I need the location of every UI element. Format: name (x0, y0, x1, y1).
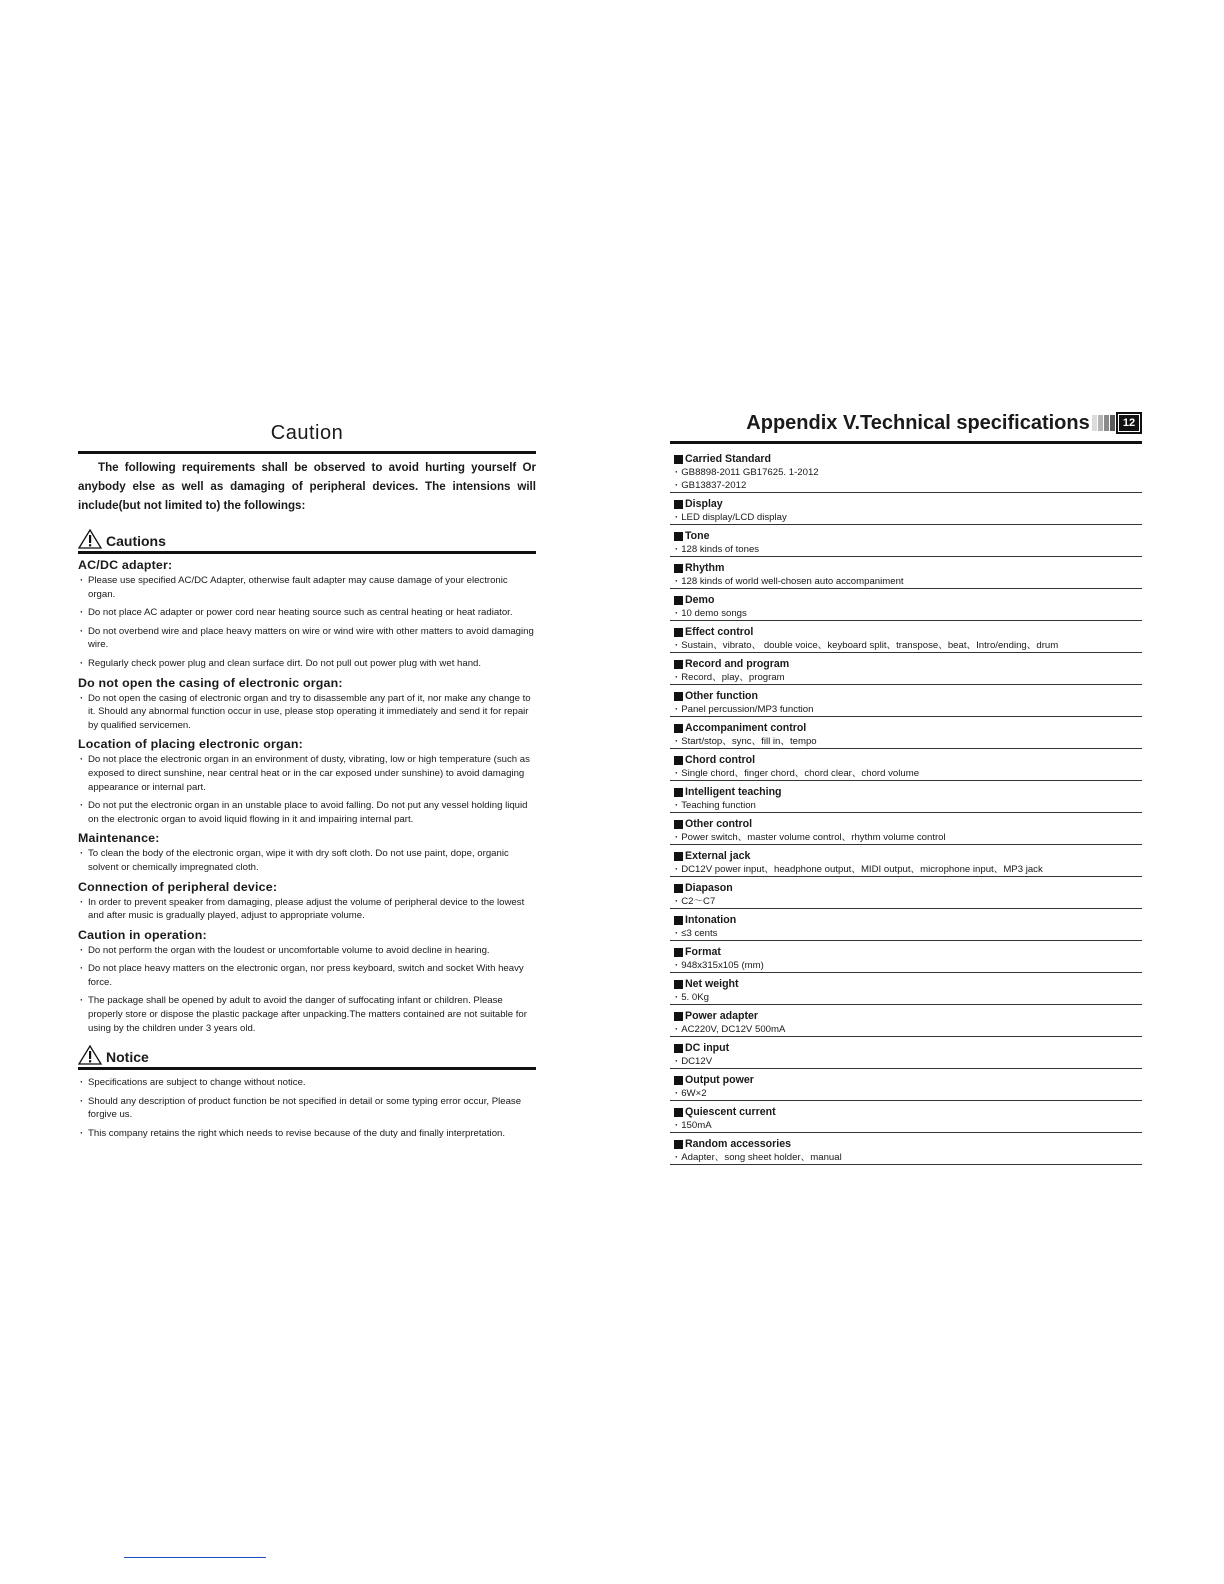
spec-section (670, 941, 1142, 973)
spec-heading-text: Record and program (685, 658, 790, 670)
spec-heading-text: Random accessories (685, 1138, 791, 1150)
spec-heading-text: Other function (685, 690, 758, 702)
spec-value-row (670, 863, 1142, 876)
black-square-icon (674, 564, 683, 573)
page-number-badge (1092, 412, 1142, 434)
spec-value-row (670, 959, 1142, 972)
spec-heading-text: Carried Standard (685, 453, 771, 465)
gradient-bar (1104, 415, 1109, 431)
spec-value: GB8898-2011 GB17625. 1-2012 (681, 467, 819, 478)
spec-value-row (670, 831, 1142, 844)
caution-section (78, 737, 536, 826)
bullet-text: · Please use specified AC/DC Adapter, otherwise fault adapter may cause damage of your electronic organ. (78, 574, 536, 601)
black-square-icon (674, 596, 683, 605)
specifications-page (670, 412, 1142, 1165)
spec-heading (670, 593, 1142, 607)
spec-section (670, 1133, 1142, 1165)
footer-underline (124, 1557, 266, 1558)
appendix-title: Appendix V.Technical specifications (746, 412, 1090, 434)
gradient-bar (1098, 415, 1103, 431)
bullet-dot-icon: · (675, 480, 679, 491)
notice-heading (78, 1045, 536, 1067)
spec-section (670, 717, 1142, 749)
caution-section (78, 880, 536, 923)
notice-item: · This company retains the right which needs to revise because of the duty and finally interpretation. (78, 1127, 536, 1141)
spec-heading (670, 1137, 1142, 1151)
bullet-dot-icon: · (675, 544, 679, 555)
section-heading: Location of placing electronic organ: (78, 737, 303, 752)
spec-section (670, 973, 1142, 1005)
spec-value: Sustain、vibrato、 double voice、keyboard split、transpose、beat、Intro/ending、drum (681, 640, 1059, 651)
black-square-icon (674, 948, 683, 957)
spec-heading-text: Display (685, 498, 723, 510)
bullet-dot-icon: · (675, 467, 679, 478)
spec-heading (670, 657, 1142, 671)
spec-section (670, 525, 1142, 557)
spec-section (670, 909, 1142, 941)
spec-heading (670, 881, 1142, 895)
black-square-icon (674, 1044, 683, 1053)
black-square-icon (674, 500, 683, 509)
cautions-heading (78, 529, 536, 551)
black-square-icon (674, 820, 683, 829)
section-heading: AC/DC adapter: (78, 558, 173, 572)
spec-value-row (670, 1119, 1142, 1132)
bullet-dot-icon: · (675, 736, 679, 747)
spec-value-row (670, 639, 1142, 652)
spec-heading-text: DC input (685, 1042, 730, 1054)
spec-heading (670, 1105, 1142, 1119)
spec-value-row (670, 671, 1142, 684)
bullet-dot-icon: · (675, 992, 679, 1003)
caution-title: Caution (270, 422, 344, 444)
spec-section (670, 1037, 1142, 1069)
spec-value: Record、play、program (681, 672, 785, 683)
spec-value: Start/stop、sync、fill in、tempo (681, 736, 817, 747)
bullet-text: · Do not place the electronic organ in an environment of dusty, vibrating, low or high temperature (such as exposed to direct sunshine, near central heat or in the car exposed under sunshine) to avoid damaging appearance or internal part. (78, 753, 536, 794)
spec-heading (670, 497, 1142, 511)
spec-heading-text: Net weight (685, 978, 739, 990)
spec-heading-text: Output power (685, 1074, 754, 1086)
spec-section (670, 493, 1142, 525)
spec-heading (670, 849, 1142, 863)
black-square-icon (674, 756, 683, 765)
appendix-header (670, 412, 1142, 435)
spec-value: 5. 0Kg (681, 992, 709, 1003)
black-square-icon (674, 1012, 683, 1021)
bullet-dot-icon: · (675, 896, 679, 907)
spec-value: 128 kinds of tones (681, 544, 760, 555)
black-square-icon (674, 884, 683, 893)
spec-section (670, 845, 1142, 877)
spec-value: Power switch、master volume control、rhythm volume control (681, 832, 946, 843)
spec-heading (670, 753, 1142, 767)
spec-value-row (670, 895, 1142, 908)
spec-heading (670, 817, 1142, 831)
bullet-dot-icon: · (675, 1152, 679, 1163)
spec-heading-text: Intelligent teaching (685, 786, 782, 798)
spec-section (670, 1101, 1142, 1133)
bullet-text: · Do not put the electronic organ in an unstable place to avoid falling. Do not put any vessel holding liquid on the electronic organ to avoid liquid flowing in it and impairing internal part. (78, 799, 536, 826)
spec-heading-text: Intonation (685, 914, 737, 926)
spec-value: Panel percussion/MP3 function (681, 704, 814, 715)
spec-value: LED display/LCD display (681, 512, 787, 523)
spec-value-row (670, 927, 1142, 940)
spec-section (670, 813, 1142, 845)
section-heading: Connection of peripheral device: (78, 879, 278, 894)
spec-value: 6W×2 (681, 1088, 707, 1099)
spec-heading-text: Other control (685, 818, 753, 830)
bullet-dot-icon: · (675, 928, 679, 939)
spec-value-row (670, 1087, 1142, 1100)
spec-heading-text: Diapason (685, 882, 733, 894)
black-square-icon (674, 532, 683, 541)
bullet-text: · To clean the body of the electronic organ, wipe it with dry soft cloth. Do not use paint, dope, organic solvent or chemically impregnated cloth. (78, 847, 536, 874)
spec-list (670, 448, 1142, 1165)
spec-value-row (670, 767, 1142, 780)
bullet-dot-icon: · (675, 768, 679, 779)
bullet-text: · Do not place AC adapter or power cord near heating source such as central heating or heat radiator. (78, 606, 536, 620)
spec-value: Teaching function (681, 800, 756, 811)
spec-value: 948x315x105 (mm) (681, 960, 764, 971)
bullet-text: · Regularly check power plug and clean surface dirt. Do not pull out power plug with wet hand. (78, 657, 536, 671)
cautions-divider (78, 551, 536, 554)
gradient-bar (1092, 415, 1097, 431)
spec-heading-text: Quiescent current (685, 1106, 776, 1118)
bullet-text: · The package shall be opened by adult to avoid the danger of suffocating infant or children. Please properly store or dispose the plastic package after unpacking.The matters contained are not suitable for using by the children under 3 years old. (78, 994, 536, 1035)
spec-value: Single chord、finger chord、chord clear、chord volume (681, 768, 920, 779)
black-square-icon (674, 660, 683, 669)
black-square-icon (674, 1140, 683, 1149)
spec-heading (670, 1041, 1142, 1055)
spec-value: 150mA (681, 1120, 712, 1131)
spec-value: 128 kinds of world well-chosen auto accompaniment (681, 576, 904, 587)
spec-value-row (670, 511, 1142, 524)
bullet-dot-icon: · (675, 960, 679, 971)
notice-divider (78, 1067, 536, 1070)
bullet-dot-icon: · (675, 576, 679, 587)
notice-item: · Should any description of product function be not specified in detail or some typing error occur, Please forgive us. (78, 1095, 536, 1122)
caution-sections (78, 558, 536, 1035)
black-square-icon (674, 916, 683, 925)
spec-section (670, 877, 1142, 909)
section-heading: Caution in operation: (78, 927, 207, 942)
bullet-text: · Do not overbend wire and place heavy matters on wire or wind wire with other matters to avoid damaging wire. (78, 625, 536, 652)
bullet-dot-icon: · (675, 832, 679, 843)
spec-heading (670, 785, 1142, 799)
spec-heading-text: Effect control (685, 626, 754, 638)
spec-value-row (670, 466, 1142, 479)
black-square-icon (674, 1108, 683, 1117)
spec-section (670, 781, 1142, 813)
spec-section (670, 685, 1142, 717)
warning-triangle-icon (78, 1045, 102, 1065)
spec-value-row (670, 991, 1142, 1004)
black-square-icon (674, 455, 683, 464)
black-square-icon (674, 788, 683, 797)
spec-value-row (670, 1023, 1142, 1036)
spec-heading (670, 1073, 1142, 1087)
spec-heading (670, 625, 1142, 639)
spec-section (670, 448, 1142, 493)
spec-heading (670, 452, 1142, 466)
caution-section (78, 831, 536, 874)
appendix-divider (670, 441, 1142, 444)
bullet-dot-icon: · (675, 1120, 679, 1131)
spec-value: GB13837-2012 (681, 480, 747, 491)
spec-heading (670, 913, 1142, 927)
bullet-text: · In order to prevent speaker from damaging, please adjust the volume of peripheral device to the lowest and after music is gradually played, adjust to appropriate volume. (78, 896, 536, 923)
spec-heading-text: Power adapter (685, 1010, 759, 1022)
bullet-dot-icon: · (675, 672, 679, 683)
spec-heading-text: External jack (685, 850, 751, 862)
notice-item: · Specifications are subject to change without notice. (78, 1076, 536, 1090)
gradient-bar (1110, 415, 1115, 431)
spec-heading-text: Chord control (685, 754, 756, 766)
spec-value: DC12V power input、headphone output、MIDI output、microphone input、MP3 jack (681, 864, 1043, 875)
notice-list (78, 1076, 536, 1140)
bullet-text: · Do not place heavy matters on the electronic organ, nor press keyboard, switch and socket With heavy force. (78, 962, 536, 989)
bullet-dot-icon: · (675, 864, 679, 875)
spec-heading (670, 977, 1142, 991)
spec-heading (670, 721, 1142, 735)
black-square-icon (674, 724, 683, 733)
spec-heading-text: Format (685, 946, 721, 958)
bullet-dot-icon: · (675, 640, 679, 651)
spec-section (670, 557, 1142, 589)
spec-value: AC220V, DC12V 500mA (681, 1024, 786, 1035)
spec-section (670, 749, 1142, 781)
spec-heading (670, 561, 1142, 575)
spec-value: 10 demo songs (681, 608, 747, 619)
spec-section (670, 1005, 1142, 1037)
title-divider (78, 451, 536, 454)
black-square-icon (674, 852, 683, 861)
caution-section (78, 558, 536, 671)
cautions-heading-text: Cautions (106, 533, 166, 549)
spec-heading-text: Demo (685, 594, 715, 606)
spec-value-row (670, 575, 1142, 588)
section-heading: Maintenance: (78, 831, 160, 846)
caution-page (78, 420, 536, 1146)
spec-value: DC12V (681, 1056, 713, 1067)
bullet-text: · Do not open the casing of electronic organ and try to disassemble any part of it, nor make any change to it. Should any abnormal function occur in use, please stop operating it immediately and send it for repair by qualified servicemen. (78, 692, 536, 733)
spec-heading (670, 529, 1142, 543)
spec-value-row (670, 703, 1142, 716)
spec-value-row (670, 1151, 1142, 1164)
bullet-dot-icon: · (675, 1024, 679, 1035)
spec-value: ≤3 cents (681, 928, 718, 939)
black-square-icon (674, 1076, 683, 1085)
caution-section (78, 676, 536, 733)
spec-value: C2～C7 (681, 896, 716, 907)
warning-triangle-icon (78, 529, 102, 549)
spec-heading-text: Tone (685, 530, 710, 542)
bullet-text: · Do not perform the organ with the loudest or uncomfortable volume to avoid decline in hearing. (78, 944, 536, 958)
bullet-dot-icon: · (675, 512, 679, 523)
spec-value-row (670, 479, 1142, 492)
spec-section (670, 621, 1142, 653)
spec-value-row (670, 543, 1142, 556)
bullet-dot-icon: · (675, 704, 679, 715)
bullet-dot-icon: · (675, 800, 679, 811)
black-square-icon (674, 628, 683, 637)
bullet-dot-icon: · (675, 1088, 679, 1099)
spec-heading-text: Accompaniment control (685, 722, 807, 734)
bullet-dot-icon: · (675, 608, 679, 619)
spec-section (670, 1069, 1142, 1101)
spec-value-row (670, 735, 1142, 748)
spec-section (670, 653, 1142, 685)
intro-paragraph: The following requirements shall be observed to avoid hurting yourself Or anybody else as well as damaging of peripheral devices. The intensions will include(but not limited to) the followings: (78, 461, 536, 512)
spec-heading-text: Rhythm (685, 562, 725, 574)
caution-section (78, 928, 536, 1036)
spec-heading (670, 1009, 1142, 1023)
section-heading: Do not open the casing of electronic organ: (78, 675, 343, 690)
spec-value-row (670, 1055, 1142, 1068)
spec-heading (670, 689, 1142, 703)
spec-value-row (670, 607, 1142, 620)
spec-value-row (670, 799, 1142, 812)
black-square-icon (674, 980, 683, 989)
page-number: 12 (1116, 412, 1142, 434)
spec-section (670, 589, 1142, 621)
black-square-icon (674, 692, 683, 701)
bullet-dot-icon: · (675, 1056, 679, 1067)
notice-heading-text: Notice (106, 1049, 149, 1066)
spec-value: Adapter、song sheet holder、manual (681, 1152, 842, 1163)
spec-heading (670, 945, 1142, 959)
